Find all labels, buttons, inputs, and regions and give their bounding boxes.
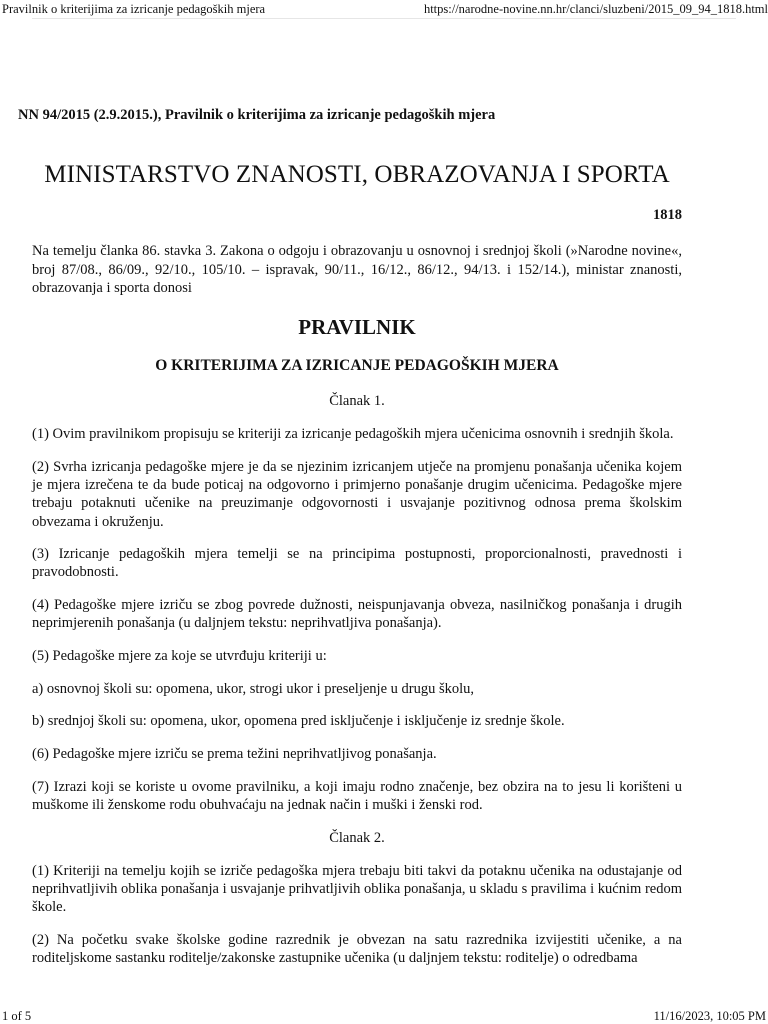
- article-1-list-item: a) osnovnoj školi su: opomena, ukor, strogi ukor i preseljenje u drugu školu,: [32, 680, 475, 697]
- article-1-paragraph: (1) Ovim pravilnikom propisuju se kriteriji za izricanje pedagoških mjera učenicima osnovnih i srednjih škola.: [32, 426, 674, 443]
- header-divider: [32, 18, 736, 19]
- article-1-paragraph: (5) Pedagoške mjere za koje se utvrđuju kriteriji u:: [32, 648, 327, 665]
- ministry-heading: MINISTARSTVO ZNANOSTI, OBRAZOVANJA I SPORTA: [44, 161, 670, 188]
- intro-paragraph: Na temelju članka 86. stavka 3. Zakona o odgoju i obrazovanju u osnovnoj i srednjoj školi (»Narodne novine«, broj 87/08., 86/09., 92/10., 105/10. – ispravak, 90/11., 16/12., 86/12., 94/13. i 152/14.), ministar znanosti, obrazovanja i sporta donosi: [32, 243, 682, 296]
- article-1-paragraph: (6) Pedagoške mjere izriču se prema težini neprihvatljivog ponašanja.: [32, 746, 437, 763]
- document-title: PRAVILNIK: [298, 315, 416, 339]
- print-header: [0, 0, 768, 18]
- print-header-title: Pravilnik o kriterijima za izricanje pedagoških mjera: [2, 2, 266, 16]
- article-2-heading: Članak 2.: [329, 829, 385, 846]
- article-1-list-item: b) srednjoj školi su: opomena, ukor, opomena pred isključenje i isključenje iz srednje škole.: [32, 713, 565, 730]
- gazette-reference: NN 94/2015 (2.9.2015.), Pravilnik o kriterijima za izricanje pedagoških mjera: [18, 107, 496, 123]
- document-number: 1818: [653, 207, 682, 223]
- print-timestamp: 11/16/2023, 10:05 PM: [653, 1009, 766, 1023]
- print-footer: [0, 1008, 768, 1024]
- document-subtitle: O KRITERIJIMA ZA IZRICANJE PEDAGOŠKIH MJERA: [155, 357, 559, 374]
- page-counter: 1 of 5: [2, 1009, 32, 1023]
- article-2-paragraph: (1) Kriteriji na temelju kojih se izriče pedagoška mjera trebaju biti takvi da potaknu učenika na odustajanje od neprihvatljivih oblika ponašanja i usvajanje prihvatljivih oblika ponašanja, u skladu s pravilima i kućnim redom škole.: [32, 862, 682, 916]
- article-1-paragraph: (7) Izrazi koji se koriste u ovome pravilniku, a koji imaju rodno značenje, bez obzira na to jesu li korišteni u muškome ili ženskome rodu obuhvaćaju na jednak način i muški i ženski rod.: [32, 778, 682, 814]
- article-1-paragraph: (4) Pedagoške mjere izriču se zbog povrede dužnosti, neispunjavanja obveza, nasilničkog ponašanja i drugih neprimjerenih ponašanja (u daljnjem tekstu: neprihvatljiva ponašanja).: [32, 597, 682, 632]
- document-body: [32, 392, 682, 982]
- article-1-paragraph: (2) Svrha izricanja pedagoške mjere je da se njezinim izricanjem utječe na promjenu ponašanja učenika kojem je mjera izrečena te da bude poticaj na odgovorno i primjerno ponašanje drugim učenicima. Pedagoške mjere trebaju potaknuti učenike na preuzimanje odgovornosti i usvajanje pozitivnog odnosa prema školskim obvezama i okruženju.: [32, 458, 682, 530]
- article-1-heading: Članak 1.: [329, 393, 385, 409]
- print-header-url[interactable]: https://narodne-novine.nn.hr/clanci/sluzbeni/2015_09_94_1818.html: [423, 2, 768, 16]
- article-2-paragraph: (2) Na početku svake školske godine razrednik je obvezan na satu razrednika izvijestiti učenike, a na roditeljskome sastanku roditelje/zakonske zastupnike učenika (u daljnjem tekstu: roditelje) o odredbama: [32, 932, 682, 967]
- article-1-paragraph: (3) Izricanje pedagoških mjera temelji se na principima postupnosti, proporcionalnosti, pravednosti i pravodobnosti.: [32, 546, 682, 581]
